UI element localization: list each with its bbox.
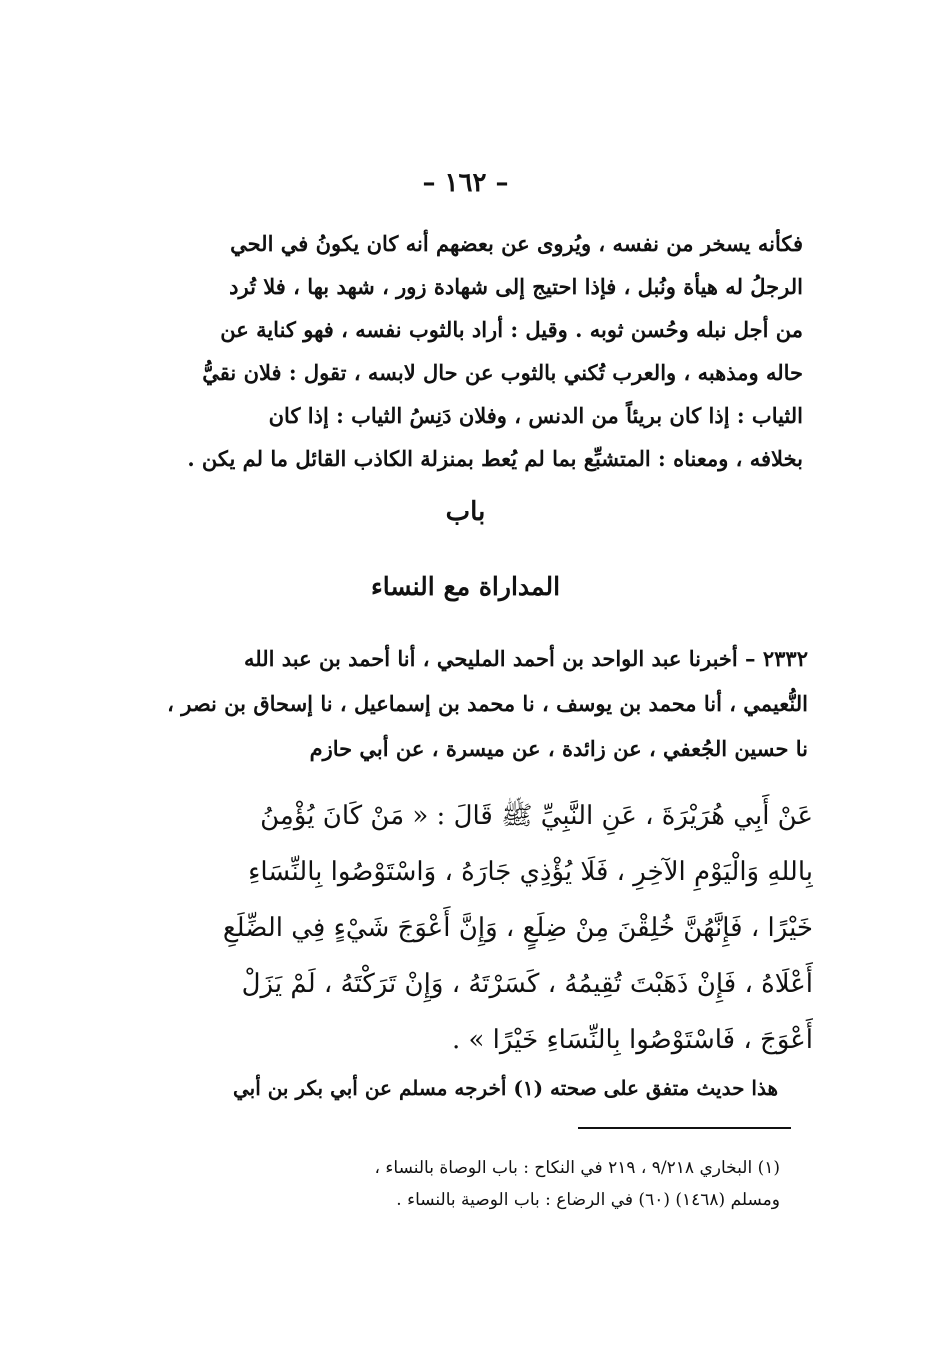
matn-line: عَنْ أَبِي هُرَيْرَةَ ، عَنِ النَّبِيِّ ﷺ قَالَ : « مَنْ كَانَ يُؤْمِنُ [260, 801, 813, 831]
matn-line: أَعْوَجَ ، فَاسْتَوْصُوا بِالنِّسَاءِ خَيْرًا » . [451, 1025, 813, 1055]
isnad-line: ٢٣٣٢ – أخبرنا عبد الواحد بن أحمد المليحي ، أنا أحمد بن عبد الله [244, 646, 808, 671]
commentary-paragraph [125, 222, 803, 480]
footnote-line: (١) البخاري ٩/٢١٨ ، ٢١٩ في النكاح : باب الوصاة بالنساء ، [374, 1158, 780, 1178]
grading-line: هذا حديث متفق على صحته (١) أخرجه مسلم عن أبي بكر بن أبي [232, 1076, 778, 1100]
hadith-grading [118, 1068, 778, 1108]
footnote-line: ومسلم (١٤٦٨) (٦٠) في الرضاع : باب الوصية بالنساء . [396, 1190, 780, 1210]
commentary-line: الثياب : إذا كان بريئاً من الدنس ، وفلان دَنِسُ الثياب : إذا كان [268, 403, 803, 428]
matn-line: أَعْلَاهُ ، فَإِنْ ذَهَبْتَ تُقِيمُهُ ، كَسَرْتَهُ ، وَإِنْ تَرَكْتَهُ ، لَمْ يَزَلْ [241, 969, 813, 999]
matn-line: بِاللهِ وَالْيَوْمِ الآخِرِ ، فَلَا يُؤْذِي جَارَهُ ، وَاسْتَوْصُوا بِالنِّسَاءِ [248, 857, 813, 887]
footnote-divider [578, 1127, 791, 1129]
hadith-matn [118, 788, 813, 1068]
hadith-isnad [118, 636, 808, 771]
chapter-title: المداراة مع النساء [370, 572, 561, 601]
page-number: – ١٦٢ – [422, 168, 509, 198]
chapter-label: باب [445, 497, 486, 527]
commentary-line: حاله ومذهبه ، والعرب تُكني بالثوب عن حال لابسه ، تقول : فلان نقيُّ [202, 360, 803, 385]
commentary-line: من أجل نبله وحُسن ثوبه . وقيل : أراد بالثوب نفسه ، فهو كناية عن [220, 317, 803, 342]
matn-line: خَيْرًا ، فَإِنَّهُنَّ خُلِقْنَ مِنْ ضِلَعٍ ، وَإِنَّ أَعْوَجَ شَيْءٍ فِي الضِّلَعِ [222, 913, 813, 943]
isnad-line: النُّعيمي ، أنا محمد بن يوسف ، نا محمد بن إسماعيل ، نا إسحاق بن نصر ، [167, 691, 808, 716]
commentary-line: فكأنه يسخر من نفسه ، ويُروى عن بعضهم أنه كان يكونُ في الحي [230, 231, 803, 256]
commentary-line: الرجلُ له هيأة ونُبل ، فإذا احتيج إلى شهادة زور ، شهد بها ، فلا تُرد [229, 274, 803, 299]
isnad-line: نا حسين الجُعفي ، عن زائدة ، عن ميسرة ، عن أبي حازم [309, 736, 808, 761]
footnotes [220, 1152, 780, 1216]
commentary-line: بخلافه ، ومعناه : المتشبِّع بما لم يُعط بمنزلة الكاذب القائل ما لم يكن . [187, 446, 803, 471]
